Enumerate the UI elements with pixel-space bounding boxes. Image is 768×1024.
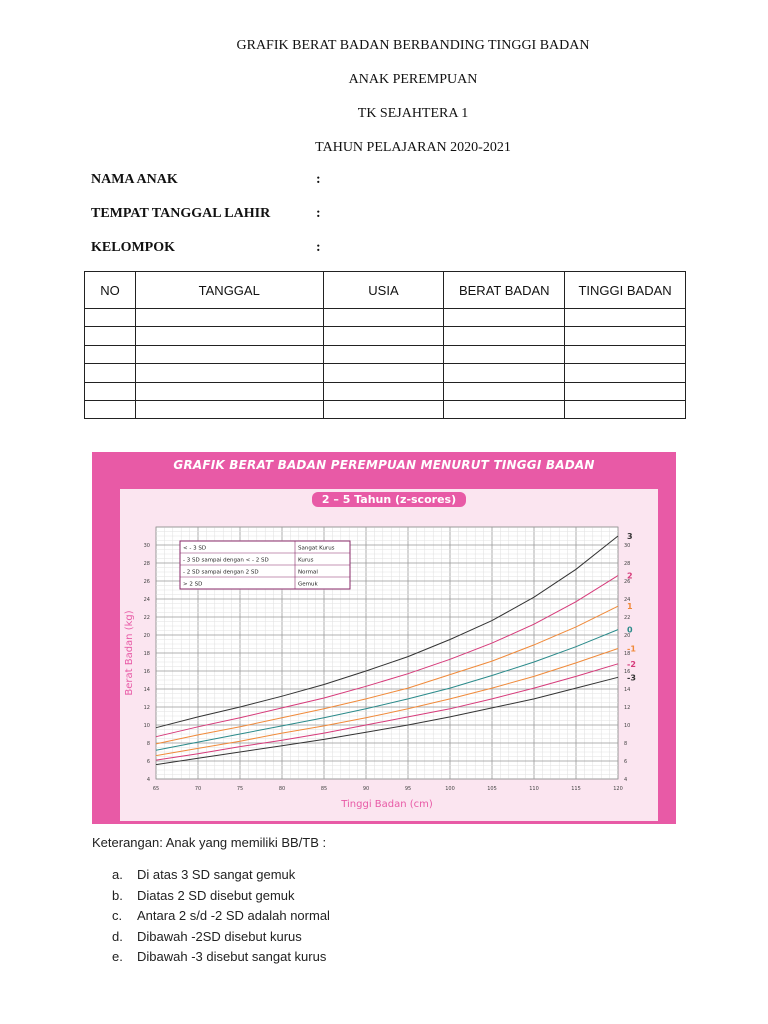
keterangan-list	[112, 866, 330, 969]
table-cell[interactable]	[565, 364, 686, 382]
chart-subtitle	[120, 493, 658, 506]
list-marker: e.	[112, 949, 123, 964]
table-cell[interactable]	[85, 327, 136, 345]
table-cell[interactable]	[565, 345, 686, 363]
list-item	[112, 887, 330, 908]
table-cell[interactable]	[323, 309, 444, 327]
series-end-label: -2	[627, 659, 636, 669]
y-tick-label-right: 26	[624, 579, 631, 585]
x-tick-label: 90	[362, 786, 370, 792]
table-row	[85, 327, 686, 345]
table-cell[interactable]	[85, 364, 136, 382]
legend-range: < - 3 SD	[183, 545, 207, 552]
col-header-tinggi-badan: TINGGI BADAN	[565, 272, 686, 309]
table-row	[85, 364, 686, 382]
y-tick-label-right: 22	[624, 615, 631, 621]
x-tick-label: 70	[194, 786, 202, 792]
series-end-label: 2	[627, 571, 633, 581]
legend-range: > 2 SD	[183, 581, 203, 588]
table-header-row	[85, 272, 686, 309]
table-cell[interactable]	[135, 382, 323, 400]
y-tick-label-right: 12	[624, 705, 631, 711]
y-tick-label: 30	[143, 543, 150, 549]
x-tick-label: 105	[487, 786, 497, 792]
title-line-4: TAHUN PELAJARAN 2020-2021	[315, 140, 511, 155]
list-marker: b.	[112, 887, 123, 903]
y-tick-label-right: 4	[624, 777, 628, 783]
table-cell[interactable]	[135, 400, 323, 418]
y-tick-label-right: 18	[624, 651, 631, 657]
table-cell[interactable]	[444, 364, 565, 382]
col-header-berat-badan: BERAT BADAN	[444, 272, 565, 309]
table-body	[85, 309, 686, 419]
growth-chart-panel	[92, 452, 676, 824]
x-tick-label: 110	[529, 786, 539, 792]
list-marker: a.	[112, 867, 123, 882]
y-tick-label-right: 24	[624, 597, 631, 603]
y-tick-label-right: 28	[624, 561, 631, 567]
col-header-usia: USIA	[323, 272, 444, 309]
table-cell[interactable]	[565, 400, 686, 418]
series-end-label: 0	[627, 625, 633, 635]
x-tick-label: 85	[320, 786, 328, 792]
y-tick-label: 20	[143, 633, 150, 639]
table-cell[interactable]	[323, 382, 444, 400]
y-tick-label: 22	[143, 615, 150, 621]
y-tick-label: 28	[143, 561, 150, 567]
table-cell[interactable]	[444, 345, 565, 363]
y-axis-label: Berat Badan (kg)	[124, 610, 135, 696]
list-text: Diatas 2 SD disebut gemuk	[137, 887, 295, 903]
list-item	[112, 948, 330, 969]
list-marker: c.	[112, 908, 123, 923]
x-axis-label: Tinggi Badan (cm)	[341, 799, 433, 810]
y-tick-label: 8	[146, 741, 150, 747]
y-tick-label: 12	[143, 705, 150, 711]
x-tick-label: 100	[445, 786, 455, 792]
y-tick-label-right: 6	[624, 759, 628, 765]
list-item	[112, 928, 330, 949]
table-cell[interactable]	[323, 364, 444, 382]
table-cell[interactable]	[85, 345, 136, 363]
table-cell[interactable]	[135, 345, 323, 363]
x-tick-label: 75	[236, 786, 244, 792]
table-row	[85, 309, 686, 327]
table-cell[interactable]	[323, 400, 444, 418]
list-item	[112, 907, 330, 928]
col-header-tanggal: TANGGAL	[135, 272, 323, 309]
y-tick-label: 14	[143, 687, 150, 693]
record-table	[84, 271, 686, 419]
list-text: Dibawah -3 disebut sangat kurus	[137, 949, 327, 964]
y-tick-label: 26	[143, 579, 150, 585]
chart-banner-title: GRAFIK BERAT BADAN PEREMPUAN MENURUT TINGGI BADAN	[173, 458, 595, 472]
y-tick-label: 4	[146, 777, 150, 783]
table-cell[interactable]	[444, 400, 565, 418]
table-cell[interactable]	[323, 327, 444, 345]
chart-subtitle-text: 2 – 5 Tahun (z-scores)	[312, 492, 466, 507]
list-text: Di atas 3 SD sangat gemuk	[137, 867, 296, 882]
x-tick-label: 115	[571, 786, 581, 792]
field-kelompok-colon: :	[316, 240, 321, 255]
table-cell[interactable]	[565, 309, 686, 327]
field-ttl-colon: :	[316, 206, 321, 221]
list-text: Dibawah -2SD disebut kurus	[137, 928, 302, 944]
legend-label: Gemuk	[298, 581, 318, 588]
table-cell[interactable]	[135, 364, 323, 382]
x-tick-label: 65	[152, 786, 160, 792]
table-cell[interactable]	[444, 327, 565, 345]
title-line-1: GRAFIK BERAT BADAN BERBANDING TINGGI BADAN	[236, 38, 590, 53]
y-tick-label-right: 30	[624, 543, 631, 549]
field-kelompok: KELOMPOK	[91, 240, 175, 255]
x-tick-label: 95	[404, 786, 412, 792]
y-tick-label-right: 8	[624, 741, 628, 747]
legend-range: - 2 SD sampai dengan 2 SD	[183, 569, 259, 576]
table-cell[interactable]	[444, 382, 565, 400]
y-tick-label-right: 16	[624, 669, 631, 675]
series-end-label: -1	[627, 644, 636, 654]
y-tick-label-right: 14	[624, 687, 631, 693]
series-end-label: 3	[627, 532, 633, 541]
chart-area	[120, 489, 658, 821]
table-row	[85, 400, 686, 418]
title-line-2: ANAK PEREMPUAN	[348, 72, 478, 87]
table-cell[interactable]	[85, 400, 136, 418]
col-header-no: NO	[85, 272, 136, 309]
list-marker: d.	[112, 928, 123, 944]
list-item	[112, 866, 330, 887]
keterangan-intro: Keterangan: Anak yang memiliki BB/TB :	[92, 835, 327, 850]
y-tick-label: 24	[143, 597, 150, 603]
x-tick-label: 120	[613, 786, 623, 792]
table-cell[interactable]	[323, 345, 444, 363]
series-end-label: 1	[627, 602, 633, 612]
x-tick-label: 80	[278, 786, 286, 792]
legend-label: Kurus	[298, 557, 314, 564]
field-tempat-tanggal-lahir: TEMPAT TANGGAL LAHIR	[91, 206, 271, 221]
table-cell[interactable]	[565, 327, 686, 345]
table-cell[interactable]	[85, 309, 136, 327]
y-tick-label-right: 10	[624, 723, 631, 729]
legend-label: Sangat Kurus	[298, 545, 335, 552]
growth-chart	[120, 489, 658, 821]
y-tick-label: 6	[146, 759, 150, 765]
table-cell[interactable]	[85, 382, 136, 400]
y-tick-label: 16	[143, 669, 150, 675]
field-nama-anak-colon: :	[316, 172, 321, 187]
table-row	[85, 382, 686, 400]
table-cell[interactable]	[135, 309, 323, 327]
legend-range: - 3 SD sampai dengan < - 2 SD	[183, 557, 269, 564]
y-tick-label-right: 20	[624, 633, 631, 639]
table-row	[85, 345, 686, 363]
field-nama-anak: NAMA ANAK	[91, 172, 178, 187]
y-tick-label: 10	[143, 723, 150, 729]
table-cell[interactable]	[565, 382, 686, 400]
table-cell[interactable]	[444, 309, 565, 327]
y-tick-label: 18	[143, 651, 150, 657]
table-cell[interactable]	[135, 327, 323, 345]
series-end-label: -3	[627, 673, 636, 683]
title-line-3: TK SEJAHTERA 1	[357, 106, 469, 121]
list-text: Antara 2 s/d -2 SD adalah normal	[137, 908, 330, 923]
document-titles	[0, 36, 768, 172]
legend-label: Normal	[298, 569, 318, 576]
